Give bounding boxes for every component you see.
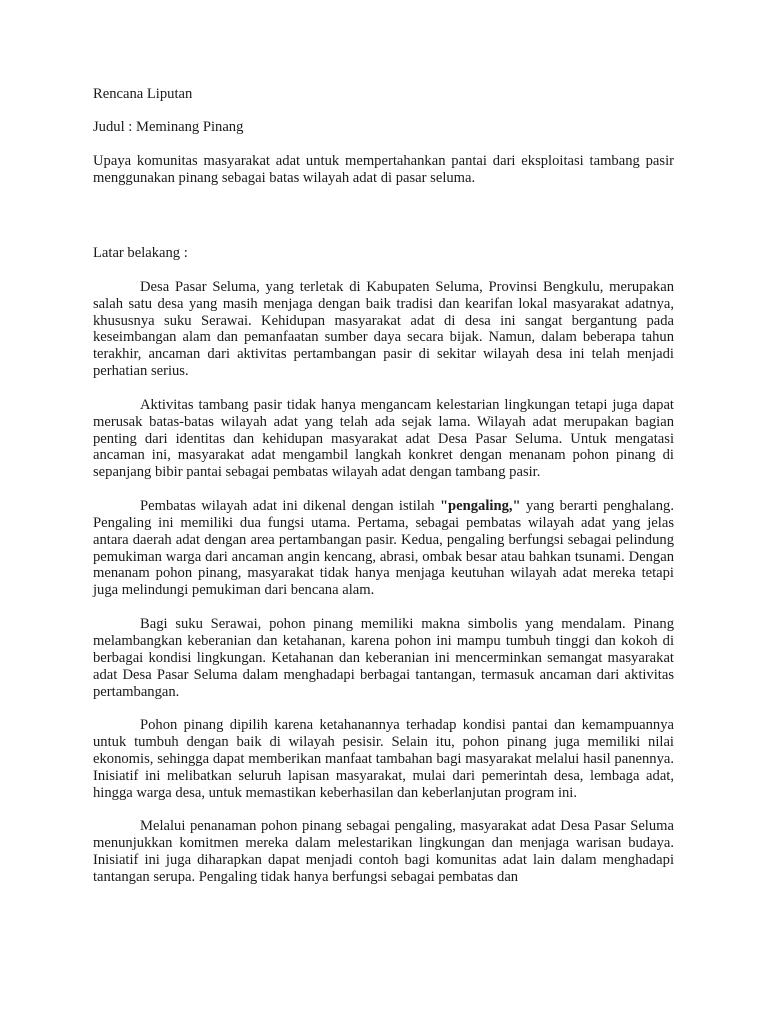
pengaling-term: "pengaling,"	[439, 497, 521, 514]
document-heading: Rencana Liputan	[93, 86, 193, 102]
paragraph-4: Bagi suku Serawai, pohon pinang memiliki makna simbolis yang mendalam. Pinang melambangkan keberanian dan ketahanan, karena pohon ini mampu tumbuh tinggi dan kokoh di berbagai kondisi lingkungan. Ketahanan dan keberanian ini mencerminkan semangat masyarakat adat Desa Pasar Seluma dalam menghadapi berbagai tantangan, termasuk ancaman dari aktivitas pertambangan.	[93, 615, 674, 700]
document-title: Judul : Meminang Pinang	[93, 119, 244, 136]
paragraph-3-text-start: Pembatas wilayah adat ini dikenal dengan istilah	[140, 497, 440, 514]
summary-paragraph: Upaya komunitas masyarakat adat untuk mempertahankan pantai dari eksploitasi tambang pasir menggunakan pinang sebagai batas wilayah adat di pasar seluma.	[93, 152, 674, 186]
paragraph-3	[93, 498, 674, 599]
section-label: Latar belakang :	[93, 245, 188, 262]
paragraph-2: Aktivitas tambang pasir tidak hanya mengancam kelestarian lingkungan tetapi juga dapat merusak batas-batas wilayah adat yang telah ada sejak lama. Wilayah adat merupakan bagian penting dari identitas dan kehidupan masyarakat adat Desa Pasar Seluma. Untuk mengatasi ancaman ini, masyarakat adat mengambil langkah konkret dengan menanam pohon pinang di sepanjang bibir pantai sebagai pembatas wilayah adat dengan tambang pasir.	[93, 396, 674, 481]
paragraph-6: Melalui penanaman pohon pinang sebagai pengaling, masyarakat adat Desa Pasar Seluma menunjukkan komitmen mereka dalam melestarikan lingkungan dan menjaga warisan budaya. Inisiatif ini juga diharapkan dapat menjadi contoh bagi komunitas adat lain dalam menghadapi tantangan serupa. Pengaling tidak hanya berfungsi sebagai pembatas dan	[93, 818, 674, 885]
paragraph-5: Pohon pinang dipilih karena ketahanannya terhadap kondisi pantai dan kemampuannya untuk tumbuh dengan baik di wilayah pesisir. Selain itu, pohon pinang juga memiliki nilai ekonomis, sehingga dapat memberikan manfaat tambahan bagi masyarakat melalui hasil panennya. Inisiatif ini melibatkan seluruh lapisan masyarakat, mulai dari pemerintah desa, lembaga adat, hingga warga desa, untuk memastikan keberhasilan dan keberlanjutan program ini.	[93, 717, 674, 801]
paragraph-1: Desa Pasar Seluma, yang terletak di Kabupaten Seluma, Provinsi Bengkulu, merupakan salah satu desa yang masih menjaga dengan baik tradisi dan kearifan lokal masyarakat adatnya, khususnya suku Serawai. Kehidupan masyarakat adat di desa ini sangat bergantung pada keseimbangan alam dan pemanfaatan sumber daya secara bijak. Namun, dalam beberapa tahun terakhir, ancaman dari aktivitas pertambangan pasir di sekitar wilayah desa ini telah menjadi perhatian serius.	[93, 278, 674, 380]
document-page	[93, 86, 674, 886]
paragraph-3-text-end: yang berarti penghalang. Pengaling ini memiliki dua fungsi utama. Pertama, sebagai pembatas wilayah adat yang jelas antara daerah adat dengan area pertambangan pasir. Kedua, pengaling berfungsi sebagai pelindung pemukiman warga dari ancaman angin kencang, abrasi, ombak besar atau bahkan tsunami. Dengan menanam pohon pinang, masyarakat tidak hanya menjaga keutuhan wilayah adat mereka tetapi juga melindungi pemukiman dari bencana alam.	[93, 497, 675, 599]
